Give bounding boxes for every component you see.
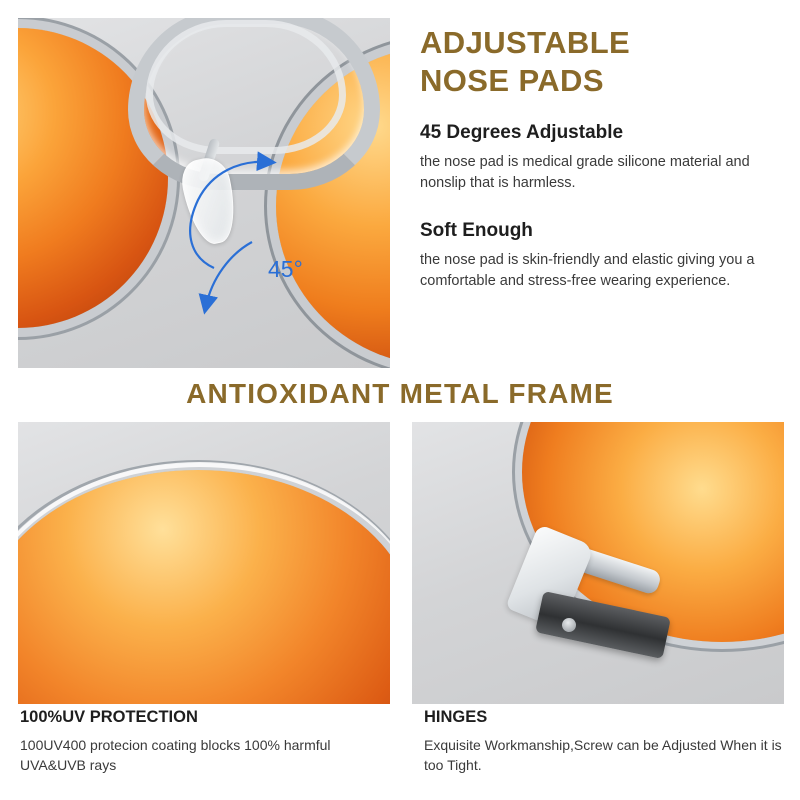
uv-protection-photo	[18, 422, 390, 704]
feature-1-title: 45 Degrees Adjustable	[420, 121, 624, 143]
hinge-photo	[412, 422, 784, 704]
feature-2-body: the nose pad is skin-friendly and elastic giving you a comfortable and stress-free wearing experience.	[420, 251, 755, 289]
uv-protection-caption-body: 100UV400 protecion coating blocks 100% harmful UVA&UVB rays	[20, 737, 331, 773]
hinges-caption-title: HINGES	[424, 708, 488, 726]
section-heading-line2: NOSE PADS	[420, 62, 604, 98]
sunglasses-bridge-highlight	[146, 20, 346, 154]
feature-2-title: Soft Enough	[420, 219, 533, 241]
lens-rim-highlight	[18, 462, 390, 704]
banner-heading: ANTIOXIDANT METAL FRAME	[186, 378, 614, 409]
feature-1-body: the nose pad is medical grade silicone material and nonslip that is harmless.	[420, 153, 750, 191]
angle-arrow-icon	[168, 138, 338, 328]
section-heading	[420, 24, 782, 100]
hinges-caption-body: Exquisite Workmanship,Screw can be Adjusted When it is too Tight.	[424, 737, 782, 773]
nose-pad-photo	[18, 18, 390, 368]
section-heading-line1: ADJUSTABLE	[420, 25, 631, 60]
angle-label: 45°	[268, 256, 303, 282]
uv-protection-caption	[20, 708, 400, 776]
uv-protection-caption-title: 100%UV PROTECTION	[20, 708, 198, 726]
hinges-caption	[424, 708, 794, 776]
nose-pad-text-block	[420, 24, 782, 292]
